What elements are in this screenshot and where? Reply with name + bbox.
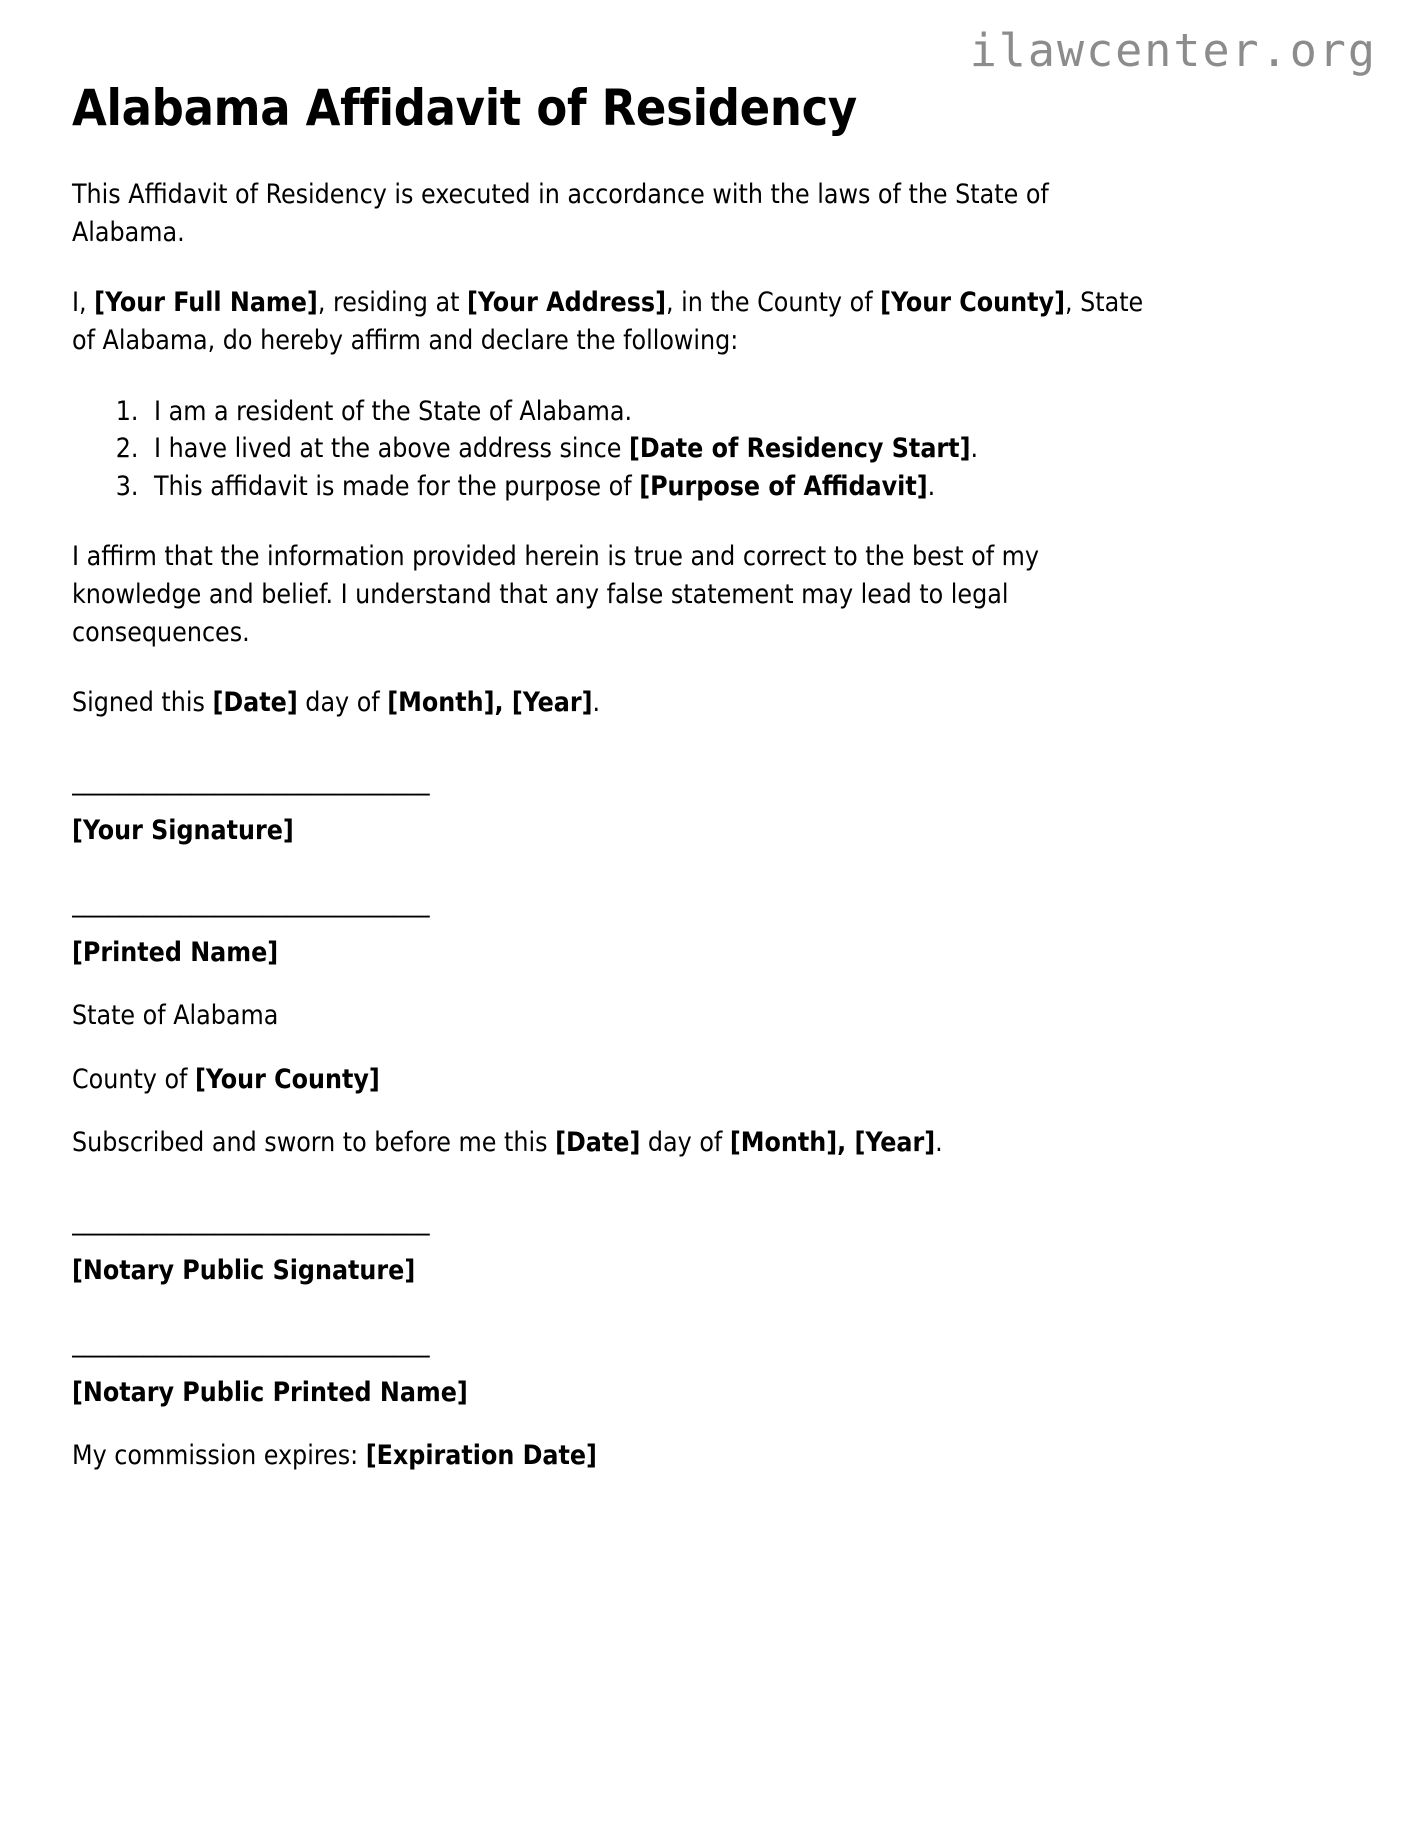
list-item xyxy=(146,430,1339,468)
commission-expiry-line xyxy=(72,1437,1144,1475)
claim-text-before: I am a resident of the State of Alabama. xyxy=(154,395,633,427)
claim-text-before: This affidavit is made for the purpose of xyxy=(154,470,640,502)
declaration-tail: , State of Alabama, do hereby affirm and declare the following: xyxy=(72,287,1144,356)
placeholder-your-full-name: [Your Full Name] xyxy=(94,287,318,319)
placeholder-expiration-date: [Expiration Date] xyxy=(365,1440,597,1472)
signed-date-line xyxy=(72,684,1144,722)
signature-rule: ______________________________ xyxy=(72,767,430,796)
claim-text-after: . xyxy=(927,470,936,502)
placeholder-notary-county: [Your County] xyxy=(195,1063,380,1095)
commission-lead: My commission expires: xyxy=(72,1440,366,1472)
sworn-tail: . xyxy=(935,1127,943,1159)
claim-text-after: . xyxy=(970,433,979,465)
notary-county-line xyxy=(72,1061,1144,1099)
printed-name-label: [Printed Name] xyxy=(72,936,279,968)
placeholder-date: [Date] xyxy=(212,687,298,719)
county-lead: County of xyxy=(72,1063,196,1095)
notary-signature-label: [Notary Public Signature] xyxy=(72,1255,416,1286)
affirmation-paragraph xyxy=(72,538,1144,651)
signed-mid: day of xyxy=(297,687,388,719)
state-of-alabama-text: State of Alabama xyxy=(72,1000,279,1032)
site-watermark: ilawcenter.org xyxy=(969,24,1377,77)
placeholder-month-year: [Month], [Year] xyxy=(387,687,593,719)
signature-label: [Your Signature] xyxy=(72,814,294,846)
declaration-lead: I, xyxy=(72,287,95,319)
sworn-mid: day of xyxy=(640,1127,730,1159)
placeholder-sworn-date: [Date] xyxy=(555,1127,641,1159)
affirmation-text: I affirm that the information provided herein is true and correct to the best of my knowledge and belief. I understand that any false statement may lead to legal consequences. xyxy=(72,541,1040,648)
list-item xyxy=(146,468,1339,506)
notary-printed-name-rule: ______________________________ xyxy=(72,1329,430,1358)
placeholder-your-address: [Your Address] xyxy=(467,287,666,319)
page-title: Alabama Affidavit of Residency xyxy=(72,79,857,137)
list-item xyxy=(146,393,1339,431)
sworn-lead: Subscribed and sworn to before me this xyxy=(72,1127,556,1159)
declaration-mid-1: , residing at xyxy=(317,287,468,319)
claims-list xyxy=(72,393,1339,506)
notary-printed-name-label: [Notary Public Printed Name] xyxy=(72,1376,468,1408)
placeholder-date-of-residency-start: [Date of Residency Start] xyxy=(629,433,971,465)
placeholder-sworn-month-year: [Month], [Year] xyxy=(729,1127,936,1159)
signed-lead: Signed this xyxy=(72,687,213,719)
placeholder-purpose-of-affidavit: [Purpose of Affidavit] xyxy=(639,470,928,502)
notary-signature-rule: ______________________________ xyxy=(72,1208,430,1236)
claim-text-before: I have lived at the above address since xyxy=(154,433,629,465)
intro-paragraph xyxy=(72,176,1144,251)
declaration-paragraph xyxy=(72,284,1144,359)
document-body xyxy=(72,136,1339,1475)
placeholder-your-county: [Your County] xyxy=(880,287,1065,319)
sworn-statement-line xyxy=(72,1124,1144,1162)
declaration-mid-2: , in the County of xyxy=(665,287,881,319)
signed-tail: . xyxy=(592,687,601,719)
printed-name-rule: ______________________________ xyxy=(72,889,430,918)
notary-state-line xyxy=(72,997,1144,1035)
intro-text: This Affidavit of Residency is executed in accordance with the laws of the State of Alabama. xyxy=(72,179,1049,248)
